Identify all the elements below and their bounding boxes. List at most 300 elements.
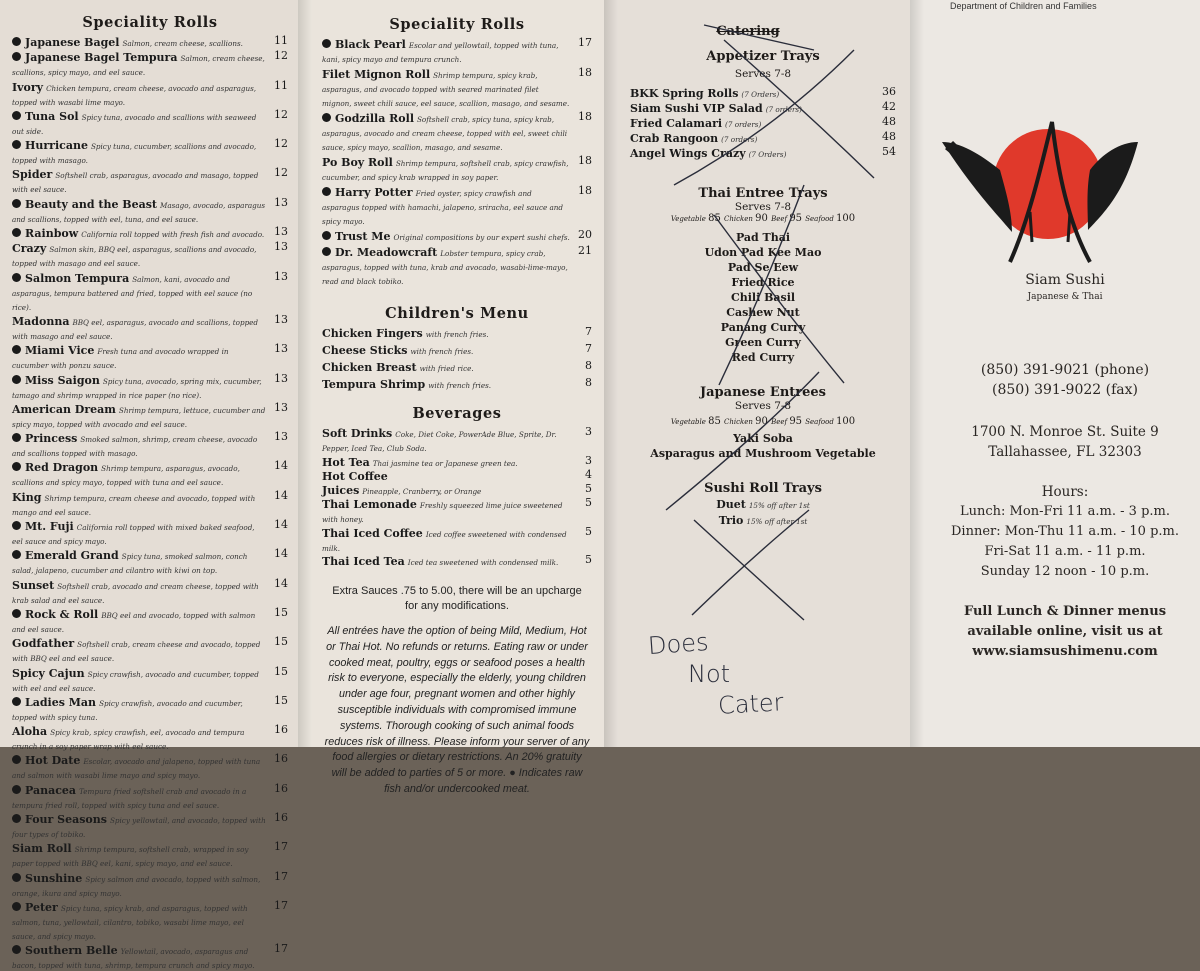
menu-item xyxy=(322,37,592,65)
roll-list xyxy=(322,37,592,287)
menu-item-text xyxy=(12,167,266,195)
menu-item-name: Godzilla Roll xyxy=(335,112,414,125)
menu-item-price: 17 xyxy=(274,869,288,883)
menu-item xyxy=(12,519,288,547)
menu-item-price: 16 xyxy=(274,811,288,825)
price-value: 90 xyxy=(755,416,772,427)
menu-item-name: King xyxy=(12,490,42,504)
menu-item-price: 12 xyxy=(274,107,288,121)
menu-item-price: 16 xyxy=(274,781,288,795)
appetizer-name: Siam Sushi VIP Salad xyxy=(630,102,763,115)
menu-item-description: Salmon, cream cheese, scallions, spicy mayo, and eel sauce. xyxy=(12,54,265,78)
raw-fish-bullet-icon xyxy=(12,785,21,794)
menu-item-text xyxy=(12,271,266,313)
menu-item-name: Panacea xyxy=(25,783,77,797)
menu-item-name: Rock & Roll xyxy=(25,607,99,621)
menu-item xyxy=(12,666,288,694)
menu-item xyxy=(12,490,288,518)
menu-item-description: with french fries. xyxy=(428,381,492,390)
disclaimer: All entrées have the option of being Mild, Medium, Hot or Thai Hot. No refunds or returns. Eating raw or under cooked meat, poultry, eggs or seafood poses a health risk to everyone, especially the elderly, young children under age four, pregnant women and other highly susceptible individuals with compromised immune systems. Thorough cooking of such animal foods reduces risk of illness. Please inform your server of any food allergies or dietary restrictions. An 20% gratuity will be added to parties of 5 or more. ● Indicates raw fish and/or undercooked meat. xyxy=(324,625,590,795)
hours-lunch: Lunch: Mon-Fri 11 a.m. - 3 p.m. xyxy=(960,504,1170,519)
menu-item-text xyxy=(12,460,266,488)
menu-item-text xyxy=(322,554,570,568)
appetizer-cross-mark-1 xyxy=(724,40,874,178)
thai-cross-mark-1 xyxy=(714,215,844,383)
menu-item-description: Yellowtail, avocado, asparagus and bacon, topped with tuna, shrimp, tempura crunch and spicy mayo. xyxy=(12,947,255,971)
menu-item-text xyxy=(12,841,266,869)
menu-item-text xyxy=(12,548,266,576)
appetizer-cross-mark-2 xyxy=(674,50,854,185)
menu-item-text xyxy=(12,35,266,49)
sushi-tray-name: Duet xyxy=(716,498,746,511)
raw-fish-bullet-icon xyxy=(12,521,21,530)
address-line-1: 1700 N. Monroe St. Suite 9 xyxy=(971,424,1159,440)
price-label: Seafood xyxy=(805,418,837,426)
japanese-cross-mark xyxy=(666,372,819,510)
menu-item-description: Spicy crawfish, avocado and cucumber, topped with spicy tuna. xyxy=(12,698,243,722)
menu-item xyxy=(12,35,288,49)
menu-item-name: Thai Iced Coffee xyxy=(322,526,423,540)
menu-item-description: Spicy crawfish, avocado and cucumber, topped with eel and eel sauce. xyxy=(12,669,259,693)
menu-item-description: Spicy tuna, avocado, spring mix, cucumber, tamago and shrimp wrapped in rice paper (no rice). xyxy=(12,376,262,400)
menu-item-text xyxy=(322,469,570,482)
dish-name: Cashew Nut xyxy=(726,306,800,319)
menu-item-name: Chicken Breast xyxy=(322,361,417,374)
menu-item-name: Ivory xyxy=(12,80,44,94)
price-value: 95 xyxy=(789,213,806,224)
menu-item-description: Softshell crab, asparagus, avocado and masago, topped with eel sauce. xyxy=(12,171,259,195)
menu-item-name: Japanese Bagel xyxy=(25,36,120,49)
catering-title: Catering xyxy=(716,24,780,39)
menu-item-text xyxy=(12,607,266,635)
price-label: Beef xyxy=(771,215,790,223)
menu-item xyxy=(12,373,288,401)
menu-item-price: 13 xyxy=(274,400,288,414)
extra-sauces-note: Extra Sauces .75 to 5.00, there will be an upcharge for any modifications. xyxy=(332,585,582,612)
appetizer-price: 48 xyxy=(882,130,896,143)
menu-item xyxy=(12,431,288,459)
menu-item xyxy=(12,226,288,240)
menu-item-price: 11 xyxy=(274,78,288,92)
menu-item-description: Softshell crab, spicy tuna, spicy krab, asparagus, avocado and cream cheese, topped with eel, sweet chili sauce, spicy mayo, scallion, masago, and sesame. xyxy=(322,115,568,152)
menu-item-description: Shrimp tempura, spicy krab, asparagus, and avocado topped with seared marinated filet mignon, sweet chili sauce, eel sauce, scallion, masago, and sesame. xyxy=(322,71,570,108)
menu-item-name: Salmon Tempura xyxy=(25,271,130,285)
price-value: 85 xyxy=(708,213,724,224)
menu-item xyxy=(12,314,288,342)
sushi-cross-mark-2 xyxy=(692,510,809,615)
menu-item-description: Chicken tempura, cream cheese, avocado and asparagus, topped with wasabi lime mayo. xyxy=(12,83,257,107)
raw-fish-bullet-icon xyxy=(12,873,21,882)
menu-item-price: 12 xyxy=(274,166,288,180)
menu-item xyxy=(322,455,592,469)
menu-item-name: Japanese Bagel Tempura xyxy=(25,51,178,65)
menu-panel-speciality-rolls-1 xyxy=(0,0,298,971)
menu-item-description: Lobster tempura, spicy crab, asparagus, topped with tuna, krab and avocado, wasabi-lime-mayo, read and black tobiko. xyxy=(322,249,568,286)
appetizer-price: 42 xyxy=(882,100,896,113)
menu-item-price: 8 xyxy=(585,376,592,389)
appetizer-orders: (7 orders) xyxy=(721,135,758,144)
menu-item-description: Spicy tuna, spicy krab, and asparagus, topped with salmon, tuna, yellowtail, cilantro, tobiko, wasabi lime mayo, eel sauce, and spicy mayo. xyxy=(12,903,248,941)
menu-item-description: Original compositions by our expert sushi chefs. xyxy=(393,233,570,242)
menu-item-price: 15 xyxy=(274,664,288,678)
thai-cross-mark-2 xyxy=(719,185,804,385)
menu-item-text xyxy=(12,900,266,942)
appetizer-trays-title: Appetizer Trays xyxy=(706,49,820,64)
menu-item-price: 5 xyxy=(585,496,592,509)
menu-item-price: 14 xyxy=(274,547,288,561)
menu-item-text xyxy=(12,666,266,694)
menu-item xyxy=(12,197,288,225)
menu-item-name: Godfather xyxy=(12,637,75,651)
section-title: Speciality Rolls xyxy=(389,16,525,33)
appetizer-price: 36 xyxy=(882,85,896,98)
hours-title: Hours: xyxy=(1041,484,1089,500)
menu-item-description: Thai jasmine tea or Japanese green tea. xyxy=(372,458,518,468)
menu-item-name: Southern Belle xyxy=(25,944,118,958)
menu-item-name: Miss Saigon xyxy=(25,373,100,387)
brand-name: Siam Sushi xyxy=(1025,272,1105,288)
menu-item-description: with french fries. xyxy=(425,330,489,339)
raw-fish-bullet-icon xyxy=(322,113,331,122)
menu-item xyxy=(322,343,592,357)
menu-item xyxy=(12,50,288,78)
menu-item xyxy=(12,271,288,313)
dish-name: Chili Basil xyxy=(730,291,796,304)
footer-line-2: available online, visit us at xyxy=(967,624,1163,639)
raw-fish-bullet-icon xyxy=(12,433,21,442)
menu-item xyxy=(12,783,288,811)
price-value: 100 xyxy=(836,416,856,427)
menu-item-text xyxy=(12,402,266,430)
menu-item-name: Hot Tea xyxy=(322,455,370,469)
menu-item-name: Filet Mignon Roll xyxy=(322,68,431,81)
menu-item-description: Escolar and yellowtail, topped with tuna, kani, spicy mayo and tempura crunch. xyxy=(322,41,559,64)
menu-item-text xyxy=(12,109,266,137)
menu-item-name: Dr. Meadowcraft xyxy=(335,246,438,259)
price-value: 100 xyxy=(836,213,856,224)
menu-item-description: Fried oyster, spicy crawfish and asparagus topped with hamachi, jalapeno, sriracha, eel sauce and spicy mayo. xyxy=(322,189,564,226)
handwritten-not: Not xyxy=(688,660,731,688)
menu-item xyxy=(12,724,288,752)
menu-item-name: Spicy Cajun xyxy=(12,666,85,680)
menu-item xyxy=(322,155,592,183)
menu-item-price: 13 xyxy=(274,240,288,254)
menu-item-text xyxy=(12,343,266,371)
appetizer-name: BKK Spring Rolls xyxy=(630,87,739,100)
menu-item-description: Tempura fried softshell crab and avocado in a tempura fried roll, topped with spicy tuna and eel sauce. xyxy=(12,786,247,810)
menu-item-price: 18 xyxy=(578,66,592,79)
menu-item xyxy=(322,360,592,374)
menu-item xyxy=(12,138,288,166)
dish-name: Udon Pad Kee Mao xyxy=(704,246,822,259)
menu-item-text xyxy=(12,226,266,240)
raw-fish-bullet-icon xyxy=(12,345,21,354)
raw-fish-bullet-icon xyxy=(12,52,21,61)
menu-item-text xyxy=(322,155,570,183)
menu-item-price: 15 xyxy=(274,605,288,619)
menu-item-name: Sunshine xyxy=(25,871,83,885)
address-line-2: Tallahassee, FL 32303 xyxy=(988,444,1142,460)
menu-item xyxy=(12,548,288,576)
menu-item-text xyxy=(322,185,570,227)
menu-item-description: Spicy tuna, avocado and scallions with seaweed out side. xyxy=(12,112,257,136)
menu-item-description: Softshell crab, avocado and cream cheese, topped with krab salad and eel sauce. xyxy=(12,581,259,605)
raw-fish-bullet-icon xyxy=(12,462,21,471)
menu-item-price: 17 xyxy=(578,36,592,49)
menu-item-description: Shrimp tempura, lettuce, cucumber and spicy mayo, topped with avocado and eel sauce. xyxy=(12,405,266,429)
menu-item-description: Iced coffee sweetened with condensed milk. xyxy=(322,529,567,553)
menu-item-text xyxy=(322,497,570,525)
sushi-tray-name: Trio xyxy=(718,514,744,527)
menu-item-text xyxy=(12,373,266,401)
handwritten-cater: Cater xyxy=(717,688,785,720)
menu-item-price: 4 xyxy=(585,468,592,481)
dish-name: Asparagus and Mushroom Vegetable xyxy=(650,447,876,460)
menu-item-price: 20 xyxy=(578,228,592,241)
menu-item-price: 13 xyxy=(274,430,288,444)
menu-item-price: 15 xyxy=(274,635,288,649)
hours-sunday: Sunday 12 noon - 10 p.m. xyxy=(980,564,1150,579)
menu-item-text xyxy=(12,578,266,606)
menu-item-text xyxy=(12,431,266,459)
menu-item-name: Mt. Fuji xyxy=(25,520,74,534)
fax-number: (850) 391-9022 (fax) xyxy=(992,382,1138,398)
menu-item xyxy=(12,636,288,664)
menu-item xyxy=(12,943,288,971)
menu-item-description: Coke, Diet Coke, PowerAde Blue, Sprite, Dr. Pepper, Iced Tea, Club Soda. xyxy=(322,430,557,453)
raw-fish-bullet-icon xyxy=(322,247,331,256)
menu-item xyxy=(322,497,592,525)
menu-item xyxy=(12,343,288,371)
dish-name: Pad Thai xyxy=(735,231,791,244)
menu-item-name: Beauty and the Beast xyxy=(25,197,157,211)
menu-item-price: 13 xyxy=(274,225,288,239)
menu-item-name: Four Seasons xyxy=(25,813,107,827)
menu-item-text xyxy=(322,426,570,454)
menu-item-description: Spicy salmon and avocado, topped with salmon, orange, ikura and spicy mayo. xyxy=(12,874,261,898)
menu-item-description: Softshell crab, cream cheese and avocado, topped with BBQ eel and eel sauce. xyxy=(12,640,261,664)
menu-item-text xyxy=(12,753,266,781)
menu-item xyxy=(322,526,592,554)
menu-item-text xyxy=(322,377,570,391)
menu-item-name: Aloha xyxy=(12,725,48,739)
menu-item-text xyxy=(322,360,570,374)
menu-item-price: 7 xyxy=(585,325,592,338)
menu-item-price: 17 xyxy=(274,942,288,956)
menu-item-name: Cheese Sticks xyxy=(322,344,408,357)
menu-item-price: 5 xyxy=(585,481,592,495)
menu-item-price: 17 xyxy=(274,898,288,912)
menu-item-description: Shrimp tempura, asparagus, avocado, scallions and spicy mayo, topped with tuna and eel sauce. xyxy=(12,464,240,488)
menu-item xyxy=(322,326,592,340)
menu-item xyxy=(322,229,592,243)
appetizer-name: Fried Calamari xyxy=(630,117,723,130)
menu-item-description: Pineapple, Cranberry, or Orange xyxy=(362,486,482,496)
menu-item-text xyxy=(12,871,266,899)
menu-item-name: Hot Date xyxy=(25,754,81,768)
menu-item-name: Hurricane xyxy=(25,139,88,153)
appetizer-orders: (7 orders) xyxy=(765,105,802,114)
raw-fish-bullet-icon xyxy=(12,140,21,149)
menu-item-price: 12 xyxy=(274,49,288,63)
menu-item-name: Thai Iced Tea xyxy=(322,555,405,568)
menu-item-name: Soft Drinks xyxy=(322,427,393,440)
appetizer-serves: Serves 7-8 xyxy=(734,68,792,80)
menu-item xyxy=(12,812,288,840)
price-value: 95 xyxy=(789,416,806,427)
dish-name: Yaki Soba xyxy=(733,432,793,445)
menu-item xyxy=(322,426,592,454)
menu-item-price: 3 xyxy=(585,425,592,438)
menu-item xyxy=(322,185,592,227)
menu-item-description: with french fries. xyxy=(410,347,474,356)
siam-sushi-logo-icon xyxy=(940,112,1140,272)
catering-strike-mark xyxy=(704,25,814,50)
header-text: Department of Children and Families xyxy=(950,1,1097,11)
menu-item-text xyxy=(12,943,266,971)
menu-item-description: California roll topped with mixed baked seafood, eel sauce and spicy mayo. xyxy=(12,523,255,547)
menu-item-text xyxy=(12,80,266,108)
japanese-entrees-title: Japanese Entrees xyxy=(699,385,826,400)
menu-item-price: 16 xyxy=(274,752,288,766)
menu-item xyxy=(12,695,288,723)
menu-item-name: Emerald Grand xyxy=(25,549,119,563)
menu-panel-speciality-rolls-2 xyxy=(298,0,604,795)
price-label: Vegetable xyxy=(670,215,709,223)
menu-item xyxy=(322,111,592,153)
price-value: 90 xyxy=(755,213,772,224)
menu-item xyxy=(12,900,288,942)
menu-item-text xyxy=(12,636,266,664)
menu-item xyxy=(12,578,288,606)
menu-item-price: 13 xyxy=(274,371,288,385)
menu-item-text xyxy=(12,50,266,78)
menu-item-description: Spicy tuna, smoked salmon, conch salad, jalapeno, cucumber and cilantro with kiwi on top. xyxy=(12,552,248,576)
appetizer-price: 48 xyxy=(882,115,896,128)
appetizer-orders: (7 Orders) xyxy=(741,90,780,99)
menu-item-name: Thai Lemonade xyxy=(322,498,417,511)
dish-name: Green Curry xyxy=(725,336,801,349)
price-label: Seafood xyxy=(805,215,837,223)
childrens-menu-list xyxy=(322,326,592,391)
menu-panel-cover xyxy=(910,0,1200,747)
sushi-cross-mark-1 xyxy=(694,520,804,620)
menu-item-description: Fresh tuna and avocado wrapped in cucumber with ponzu sauce. xyxy=(12,347,229,371)
menu-item-price: 16 xyxy=(274,723,288,737)
raw-fish-bullet-icon xyxy=(12,814,21,823)
menu-item-price: 17 xyxy=(274,840,288,854)
menu-item xyxy=(12,871,288,899)
japanese-serves: Serves 7-8 xyxy=(734,400,792,412)
menu-item xyxy=(12,80,288,108)
menu-item xyxy=(322,67,592,109)
menu-item-text xyxy=(12,783,266,811)
menu-item-description: Masago, avocado, asparagus and scallions, topped with eel, tuna, and eel sauce. xyxy=(12,200,266,224)
footer-line-1: Full Lunch & Dinner menus xyxy=(963,604,1167,619)
menu-item-text xyxy=(322,455,570,469)
raw-fish-bullet-icon xyxy=(12,902,21,911)
menu-item-description: Spicy tuna, cucumber, scallions and avocado, topped with masago. xyxy=(12,142,257,166)
menu-item xyxy=(12,241,288,269)
menu-item-description: Escolar, avocado and jalapeno, topped with tuna and salmon with wasabi lime mayo and spicy mayo. xyxy=(12,757,261,781)
menu-item-description: Shrimp tempura, cream cheese and avocado, topped with mango and eel sauce. xyxy=(12,493,256,517)
hours-dinner: Dinner: Mon-Thu 11 a.m. - 10 p.m. xyxy=(951,524,1179,539)
menu-item-price: 18 xyxy=(578,154,592,167)
menu-item-price: 14 xyxy=(274,518,288,532)
menu-item xyxy=(322,245,592,287)
menu-item-text xyxy=(322,326,570,340)
menu-item-text xyxy=(322,483,570,497)
menu-item-text xyxy=(322,37,570,65)
menu-item-text xyxy=(12,197,266,225)
menu-item-name: Princess xyxy=(25,432,78,446)
dish-name: Fried Rice xyxy=(731,276,795,289)
childrens-menu-title: Children's Menu xyxy=(385,305,529,322)
menu-item-price: 12 xyxy=(274,137,288,151)
appetizer-orders: (7 orders) xyxy=(725,120,762,129)
menu-item-name: Juices xyxy=(322,483,360,497)
raw-fish-bullet-icon xyxy=(12,375,21,384)
menu-item xyxy=(12,109,288,137)
menu-item-description: Freshly squeezed lime juice sweetened with honey. xyxy=(322,501,563,524)
menu-item-name: American Dream xyxy=(12,402,116,416)
menu-item-name: Rainbow xyxy=(25,227,79,241)
menu-item-description: Spicy krab, spicy crawfish, eel, avocado and tempura crunch in a soy paper wrap with eel sauce. xyxy=(12,728,245,752)
menu-item-description: Salmon, kani, avocado and asparagus, tempura battered and fried, topped with eel sauce (no rice). xyxy=(12,274,253,312)
roll-list xyxy=(12,35,288,971)
raw-fish-bullet-icon xyxy=(12,111,21,120)
menu-item-price: 13 xyxy=(274,312,288,326)
menu-item-text xyxy=(12,314,266,342)
menu-item-name: Ladies Man xyxy=(25,695,97,709)
raw-fish-bullet-icon xyxy=(12,273,21,282)
appetizer-name: Angel Wings Crazy xyxy=(630,147,746,160)
menu-item xyxy=(12,841,288,869)
menu-item-description: Shrimp tempura, softshell crab, spicy crawfish, cucumber, and spicy krab wrapped in soy paper. xyxy=(322,159,569,182)
menu-item xyxy=(12,753,288,781)
menu-item-name: Black Pearl xyxy=(335,38,406,51)
menu-item-name: Trust Me xyxy=(335,230,391,243)
raw-fish-bullet-icon xyxy=(12,945,21,954)
menu-item-price: 18 xyxy=(578,184,592,197)
website-link[interactable]: www.siamsushimenu.com xyxy=(972,644,1158,659)
menu-item-name: Madonna xyxy=(12,314,70,328)
menu-item-text xyxy=(322,229,570,243)
thai-serves: Serves 7-8 xyxy=(734,201,792,213)
menu-item-name: Chicken Fingers xyxy=(322,327,423,340)
menu-item-description: Spicy yellowtail, and avocado, topped with four types of tobiko. xyxy=(12,816,266,840)
menu-item xyxy=(12,460,288,488)
menu-item-price: 14 xyxy=(274,488,288,502)
menu-item-description: Smoked salmon, shrimp, cream cheese, avocado and scallions topped with masago. xyxy=(12,435,258,459)
menu-item-text xyxy=(12,695,266,723)
menu-item-description: BBQ eel, asparagus, avocado and scallions, topped with masago and eel sauce. xyxy=(12,317,259,341)
raw-fish-bullet-icon xyxy=(322,231,331,240)
menu-item-name: Tempura Shrimp xyxy=(322,378,426,391)
price-label: Beef xyxy=(771,418,790,426)
menu-item-text xyxy=(12,138,266,166)
menu-item-name: Peter xyxy=(25,900,58,914)
sushi-roll-trays-title: Sushi Roll Trays xyxy=(704,481,822,496)
menu-item-price: 14 xyxy=(274,459,288,473)
menu-item-price: 18 xyxy=(578,110,592,123)
menu-item-name: Hot Coffee xyxy=(322,470,388,483)
brand-subtitle: Japanese & Thai xyxy=(1027,292,1103,302)
menu-item-text xyxy=(322,526,570,554)
menu-item-price: 5 xyxy=(585,524,592,538)
menu-item-price: 21 xyxy=(578,244,592,257)
menu-item-price: 11 xyxy=(274,34,288,47)
